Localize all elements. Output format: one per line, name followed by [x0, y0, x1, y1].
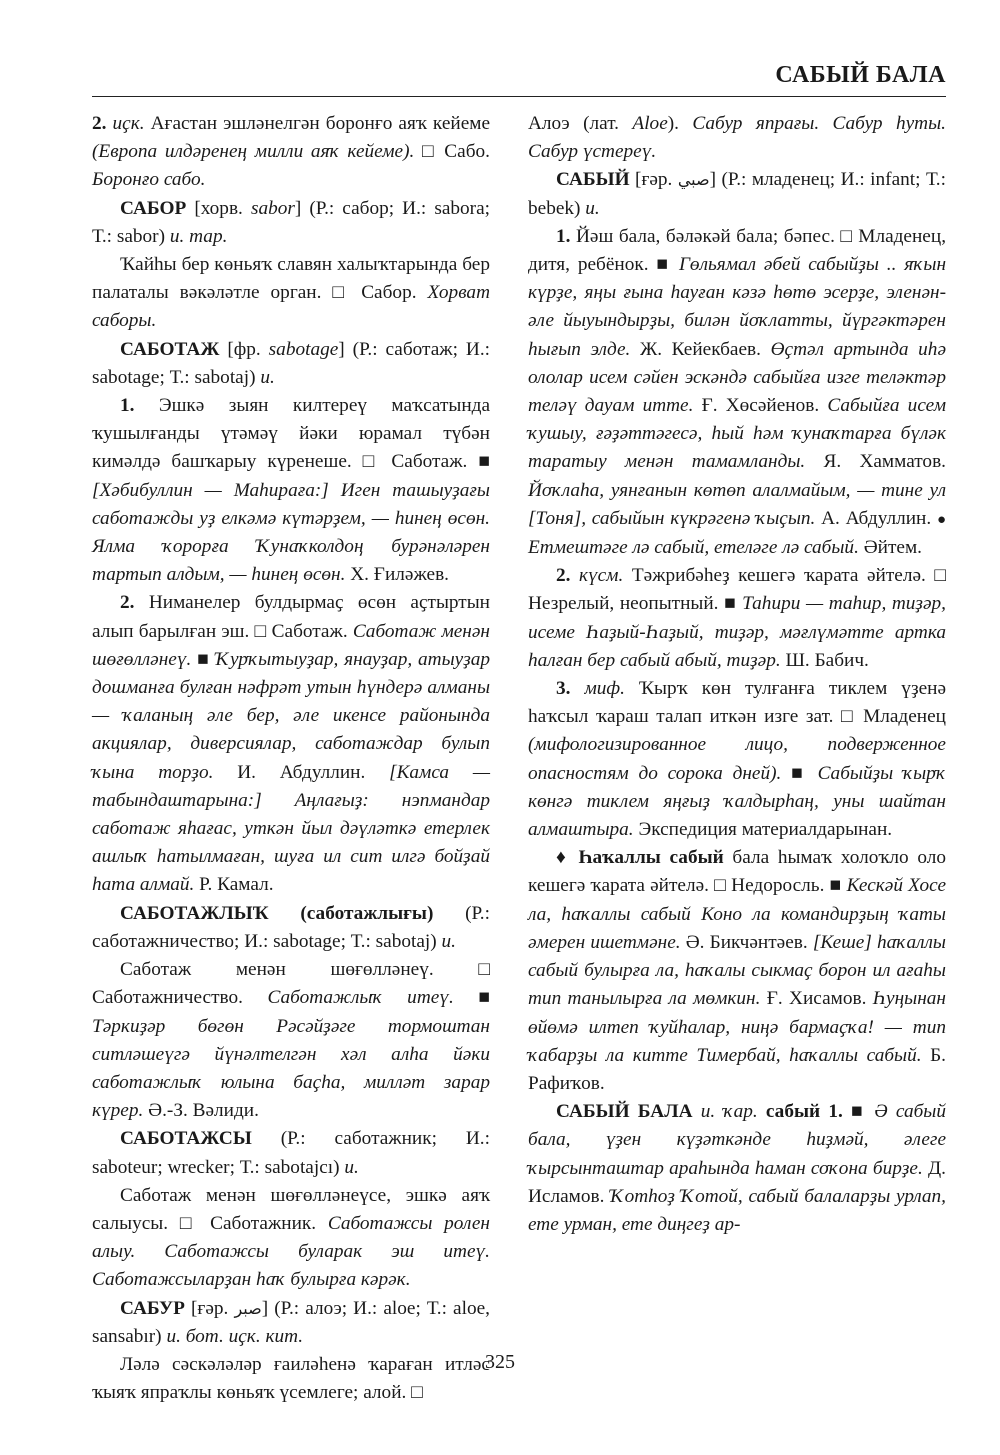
open-square-icon — [934, 565, 946, 586]
entry-text: Эшкә зыян килтереү маҡсатында ҡушылғанды үтәмәү йәки юрамал түбән кимәлдә башҡарыу күренеше. — [92, 395, 491, 473]
entry-text: ] (Р.: младенец; И.: infant; Т.: bebek) — [528, 169, 946, 219]
headword: САБОТАЖ — [120, 338, 228, 360]
filled-square-icon — [478, 987, 490, 1008]
right-column — [528, 110, 946, 1355]
entry-text: и. бот. иҫк. кит. — [166, 1325, 304, 1347]
entry-text: Ғ. Хисамов. — [760, 988, 873, 1010]
filled-square-icon — [197, 649, 210, 670]
header-rule — [92, 96, 946, 97]
entry-text: Саботажничество. — [92, 987, 268, 1009]
entry-text: Экспедиция материалдарынан. — [633, 819, 893, 841]
dictionary-paragraph — [92, 589, 490, 899]
entry-text: Кескәй Хосе ла, һаҡаллы сабый Коно ла командирҙың ҡаты әмерен ишетмәне. — [528, 875, 947, 953]
open-square-icon — [411, 1382, 423, 1403]
entry-text: ] (Р.: сабор; И.: sabora; Т.: sabor) — [92, 197, 490, 247]
filled-square-icon — [724, 593, 736, 614]
dictionary-paragraph — [528, 166, 946, 222]
entry-text: [хорв. — [194, 197, 251, 219]
headword: САБОТАЖСЫ — [120, 1128, 281, 1150]
entry-text: бала һымаҡ холоҡло оло кешегә ҡарата әйтелә. — [528, 847, 946, 897]
entry-text: [Кеше] һаҡаллы сабый булырға ла, һаҡалы сыкмаҫ борон ил ағаһы тип танылырға ла мөмкин. — [528, 931, 946, 1010]
entry-text: и. — [344, 1156, 359, 1178]
entry-text: (Р.: саботажник; И.: saboteur; wrecker; Т.: sabotajcı) — [92, 1128, 490, 1178]
running-head: САБЫЙ БАЛА — [775, 62, 946, 88]
entry-text: sabor — [250, 197, 295, 219]
entry-text: Р. Камал. — [194, 874, 274, 896]
open-square-icon — [363, 451, 381, 472]
entry-text: Сабур япрағы. Сабур һуты. Сабур үстереү. — [528, 113, 946, 163]
bullet-icon — [937, 508, 946, 529]
entry-text: Ағастан эшләнелгән боронғо аяҡ кейеме — [150, 113, 491, 134]
dictionary-paragraph — [528, 223, 946, 562]
entry-text: Етмештәге лә сабый, етеләге лә сабый. — [528, 537, 859, 559]
entry-text: Йәш бала, бәләкәй бала; бәпес. — [575, 225, 841, 247]
dictionary-paragraph — [92, 956, 490, 1125]
dictionary-paragraph — [92, 392, 490, 589]
headword: САБУР — [120, 1297, 191, 1319]
entry-text: Х. Ғиләжев. — [345, 564, 450, 586]
entry-text: 2. — [92, 113, 113, 134]
entry-text: Саботаж. — [380, 451, 479, 473]
entry-text: Һаҡаллы сабый — [569, 847, 724, 869]
entry-text: и. — [585, 197, 600, 219]
entry-text: Саботажник. — [198, 1212, 328, 1234]
page-number: 325 — [485, 1351, 515, 1373]
headword: САБОТАЖЛЫҠ (саботажлығы) — [120, 902, 466, 924]
entry-text: и. ҡар. — [700, 1101, 766, 1123]
filled-square-icon — [791, 763, 808, 784]
entry-text: Ә сабый бала, үҙен күҙәткәнде һиҙмәй, әлеге ҡырсынташтар араһында һаман соҡона бирҙе. — [528, 1101, 947, 1179]
entry-text: Сабо. — [436, 141, 490, 163]
dictionary-paragraph — [92, 1125, 490, 1181]
entry-text: Ҡырҡ көн тулғанға тиклем үҙенә һаҡсыл ҡараш талап иткән изге зат. — [528, 678, 946, 728]
entry-text: Таһири — таһир, тиҙәр, исеме Һаҙый-Һаҙый, тиҙәр, мәғлүмәтте артка һалған бер сабый абый, тиҙәр. — [528, 593, 946, 671]
entry-text: Саботаж менән шөғөлләнеү. — [92, 620, 490, 670]
entry-text: Саботажлыҡ итеү. — [267, 987, 479, 1009]
entry-text: ] (Р.: алоэ; И.: aloe; Т.: aloe, sansabır) — [92, 1297, 490, 1347]
entry-text: [ғәр. — [190, 1297, 235, 1319]
open-square-icon — [254, 621, 266, 642]
entry-text: миф. — [584, 678, 639, 700]
entry-text: [Камса — табындаштарына:] Аңлағыҙ: нэпмандар саботаж яһағас, уткән йыл дәүләткә етерлек ашлыҡ һатылмаған, шуға ил сит илгә бойҙай һата алмай. — [92, 761, 490, 896]
entry-text: Әйтем. — [858, 537, 922, 559]
entry-text: 1. — [556, 225, 576, 247]
entry-text: Ғ. Хөсәйенов. — [693, 395, 828, 417]
entry-text: Боронғо сабо. — [92, 169, 206, 191]
entry-text: Гөльямал әбей сабыйҙы .. яҡын күрҙе, яңы ғына һауған кәзә һөтө эсерҙе, эленән-әле йыуындырҙы, билән йоҡлатты, йүргәктәрен һығып элде. — [528, 254, 947, 360]
entry-text: Саботаж. — [266, 620, 353, 642]
entry-text: Йоҡлаһа, уянғанын көтөп алалмайым, — тине ул [Тоня], сабыйын күкрәгенә ҡыҫып. — [528, 479, 946, 529]
open-square-icon — [841, 706, 855, 727]
entry-text: صبي — [677, 170, 710, 190]
entry-text: Тәркиҙәр бөгөн Рәсәйҙәге тормоштан ситләшеүгә йүнәлтелгән хәл алһа йәки саботажлыҡ юлына баҫһа, милләт зарар күрер. — [92, 1015, 490, 1122]
dictionary-paragraph — [92, 336, 490, 392]
open-square-icon — [714, 875, 726, 896]
entry-text: Ш. Бабич. — [780, 649, 869, 671]
entry-text: Өҫтәл артында иһә ололар исем сәйен эскәндә сабыйға изге теләктәр теләү дауам итте. — [528, 338, 947, 417]
entry-text: Алоэ (лат. — [528, 113, 633, 134]
entry-text: ] (Р.: саботаж; И.: sabotage; Т.: sabotaj) — [92, 338, 491, 388]
entry-text: Ниманелер булдырмаҫ өсөн аҫтыртын алып барылған эш. — [92, 592, 491, 642]
dictionary-paragraph — [92, 110, 490, 195]
entry-text: sabotage — [268, 338, 339, 360]
dictionary-paragraph — [528, 562, 946, 675]
entry-text: Саботаж менән шөғөлләнеү. — [120, 959, 479, 981]
filled-square-icon — [478, 451, 490, 472]
entry-text: Һуңынан өйөмә илтеп ҡуйһалар, ниңә бармаҫҡа! — тип ҡабарҙы ла китте Тимербай, һаҡаллы сабый. — [528, 988, 946, 1066]
diamond-icon — [556, 847, 570, 868]
dictionary-paragraph — [528, 110, 946, 166]
entry-text: Незрелый, неопытный. — [528, 593, 725, 615]
entry-text: [Хәбибуллин — Маһираға:] Иген ташыуҙағы саботажды уҙ елкәмә күтәрҙем, — һинең өсөн. Ялма ҡорорға Ҡунаҡколдоң бурәнәләрен тартып алдым, — һинең өсөн. — [92, 479, 490, 586]
entry-text: Сабыйға исем ҡушыу, ғәҙәттәгесә, һый һәм ҡунаҡтарға бүләк таратыу менән тамамланды. — [528, 395, 947, 473]
entry-text: Младенец, дитя, ребёнок. — [528, 225, 947, 276]
filled-square-icon — [851, 1101, 866, 1122]
open-square-icon — [422, 141, 437, 162]
open-square-icon — [840, 226, 852, 247]
entry-text: 3. — [556, 678, 585, 700]
headword: САБОР — [120, 197, 195, 219]
dictionary-paragraph — [92, 900, 490, 956]
dictionary-paragraph — [92, 1182, 490, 1295]
entry-text: Я. Хамматов. — [805, 451, 946, 473]
entry-text: 1. — [120, 395, 159, 417]
dictionary-paragraph — [92, 1295, 490, 1351]
entry-text: Недоросль. — [726, 875, 830, 897]
entry-text: Ҡайһы бер көньяҡ славян халыҡтарында бер палаталы вәкәләтле орган. — [92, 254, 490, 304]
headword: САБЫЙ БАЛА — [556, 1101, 701, 1123]
open-square-icon — [332, 282, 350, 303]
entry-text: Хорват саборы. — [92, 282, 490, 332]
entry-text: Сабыйҙы ҡырҡ көнгә тиклем яңғыҙ ҡалдырһаң, уны шайтан алмаштыра. — [528, 762, 946, 841]
entry-text: (мифологизированное лицо, подверженное опасностям до сорока дней). — [528, 734, 946, 784]
entry-text: Тәжрибәһеҙ кешегә ҡарата әйтелә. — [631, 565, 935, 587]
entry-text: Саботаж менән шөғөлләнеүсе, эшкә аяҡ салыусы. — [92, 1184, 490, 1234]
entry-text: Ж. Кейекбаев. — [630, 338, 771, 360]
entry-text: И. Абдуллин. — [213, 761, 390, 783]
entry-text: сабый 1. — [765, 1101, 852, 1123]
dictionary-paragraph — [528, 675, 946, 844]
entry-text: Ҡурҡытыуҙар, янауҙар, атыуҙар дошманға булған нәфрәт утын һүндерә алманы — ҡаланың әле бер, әле икенсе районында акциялар, диверсиялар, саботаждар булып ҡына торҙо. — [92, 648, 491, 783]
dictionary-paragraph — [528, 1098, 946, 1239]
entry-text: и. — [441, 930, 456, 952]
filled-square-icon — [656, 254, 671, 275]
entry-text: Ә. Бикчәнтәев. — [680, 931, 813, 953]
open-square-icon — [478, 959, 490, 980]
entry-text: Ә.-З. Вәлиди. — [143, 1100, 259, 1122]
entry-text: и. тар. — [169, 225, 228, 247]
entry-text: Ләлә сәскәләләр ғаиләһенә ҡараған итләс ҡыяҡ япраҡлы көньяҡ үсемлеге; алой. — [92, 1353, 490, 1404]
dictionary-paragraph — [528, 844, 946, 1098]
headword: САБЫЙ — [556, 169, 636, 191]
entry-text: [фр. — [227, 338, 269, 360]
filled-square-icon — [830, 875, 842, 896]
entry-text: (Европа илдәренең милли аяҡ кейеме). — [92, 141, 423, 163]
dictionary-paragraph — [92, 195, 490, 251]
entry-text: ). — [667, 113, 693, 134]
entry-text: صبر — [234, 1298, 262, 1318]
entry-text: и. — [260, 366, 275, 388]
entry-text: Сабор. — [350, 282, 428, 304]
entry-text: Aloe — [632, 113, 668, 134]
entry-text: Б. Рафиҡов. — [528, 1044, 947, 1094]
entry-text: (Р.: саботажничество; И.: sabotage; Т.: sabotaj) — [92, 902, 490, 952]
entry-text: Д. Исламов. — [528, 1157, 946, 1207]
entry-text: 2. — [120, 592, 149, 614]
left-column — [92, 110, 491, 1404]
entry-text: Ҡотһоҙ Ҡотой, сабый балаларҙы урлап, ете урман, ете диңгеҙ ар- — [528, 1185, 946, 1235]
entry-text: Саботажсы ролен алыу. Саботажсы буларак эш итеү. Саботажсыларҙан һаҡ булырға кәрәк. — [92, 1212, 490, 1291]
entry-text: 2. — [556, 565, 579, 587]
dictionary-paragraph — [92, 251, 490, 336]
entry-text: А. Абдуллин. — [815, 507, 937, 529]
entry-text: [ғәр. — [635, 169, 678, 191]
entry-text: күсм. — [578, 565, 632, 587]
open-square-icon — [180, 1213, 199, 1234]
entry-text: Младенец — [855, 706, 946, 728]
entry-text: иҫк. — [112, 113, 151, 134]
